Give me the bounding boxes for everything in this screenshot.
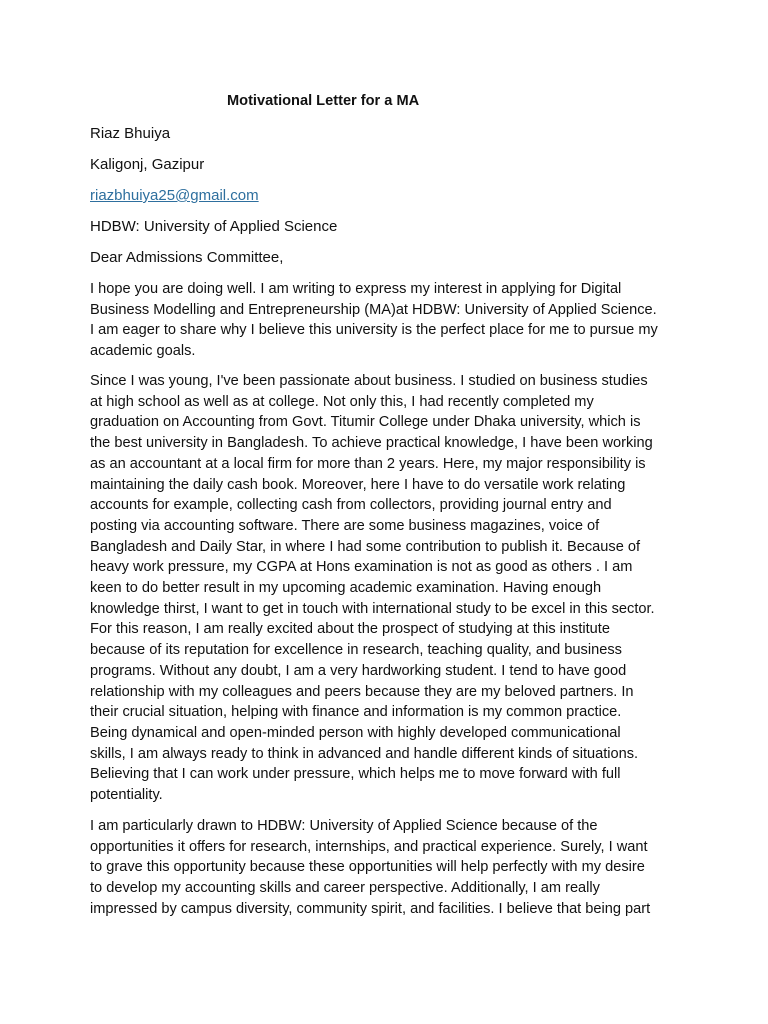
text-line: potentiality.: [90, 787, 163, 804]
text-line: posting via accounting software. There are some business magazines, voice of: [90, 517, 600, 534]
text-line: graduation on Accounting from Govt. Titumir College under Dhaka university, which is: [90, 414, 641, 431]
text-line: I am eager to share why I believe this university is the perfect place for me to pursue my: [90, 322, 658, 339]
text-line: their crucial situation, helping with finance and information is my common practice.: [90, 704, 622, 721]
sender-email-link[interactable]: riazbhuiya25@gmail.com: [90, 187, 259, 204]
paragraph-intro: [90, 279, 690, 362]
paragraph-background: [90, 371, 690, 806]
text-line: to grave this opportunity because these opportunities will help perfectly with my desire: [90, 859, 645, 876]
salutation: Dear Admissions Committee,: [90, 249, 284, 266]
recipient-line: HDBW: University of Applied Science: [90, 218, 338, 235]
text-line: keen to do better result in my upcoming academic examination. Having enough: [90, 580, 602, 597]
text-line: accounts for example, collecting cash from collectors, providing journal entry and: [90, 497, 612, 514]
text-line: because of its reputation for excellence in research, teaching quality, and business: [90, 642, 622, 659]
text-line: Bangladesh and Daily Star, in where I had some contribution to publish it. Because of: [90, 538, 641, 555]
text-line: at high school as well as at college. Not only this, I had recently completed my: [90, 393, 594, 410]
text-line: academic goals.: [90, 343, 196, 360]
paragraph-motivation: [90, 816, 690, 920]
text-line: the best university in Bangladesh. To achieve practical knowledge, I have been working: [90, 435, 653, 452]
sender-address: Kaligonj, Gazipur: [90, 156, 205, 173]
text-line: impressed by campus diversity, community spirit, and facilities. I believe that being part: [90, 900, 651, 917]
text-line: I am particularly drawn to HDBW: University of Applied Science because of the: [90, 818, 598, 834]
text-line: programs. Without any doubt, I am a very hardworking student. I tend to have good: [90, 662, 627, 679]
text-line: as an accountant at a local firm for more than 2 years. Here, my major responsibility is: [90, 455, 646, 472]
text-line: Believing that I can work under pressure, which helps me to move forward with full: [90, 766, 621, 783]
text-line: I hope you are doing well. I am writing to express my interest in applying for Digital: [90, 281, 622, 297]
text-line: to develop my accounting skills and career perspective. Additionally, I am really: [90, 880, 600, 897]
text-line: relationship with my colleagues and peers because they are my beloved partners. In: [90, 683, 634, 700]
text-line: skills, I am always ready to think in advanced and handle different kinds of situations.: [90, 745, 639, 762]
text-line: For this reason, I am really excited about the prospect of studying at this institute: [90, 621, 610, 638]
text-line: Business Modelling and Entrepreneurship (MA)at HDBW: University of Applied Science.: [90, 301, 657, 318]
text-line: knowledge thirst, I want to get in touch with international study to be excel in this sector.: [90, 600, 655, 617]
letter-title: Motivational Letter for a MA: [227, 93, 420, 109]
text-line: maintaining the daily cash book. Moreover, here I have to do versatile work relating: [90, 476, 626, 493]
text-line: opportunities it offers for research, internships, and practical experience. Surely, I want: [90, 838, 648, 855]
text-line: Since I was young, I've been passionate about business. I studied on business studies: [90, 373, 648, 389]
sender-name: Riaz Bhuiya: [90, 125, 171, 142]
text-line: Being dynamical and open-minded person with highly developed communicational: [90, 724, 621, 741]
text-line: heavy work pressure, my CGPA at Hons examination is not as good as others . I am: [90, 559, 633, 576]
